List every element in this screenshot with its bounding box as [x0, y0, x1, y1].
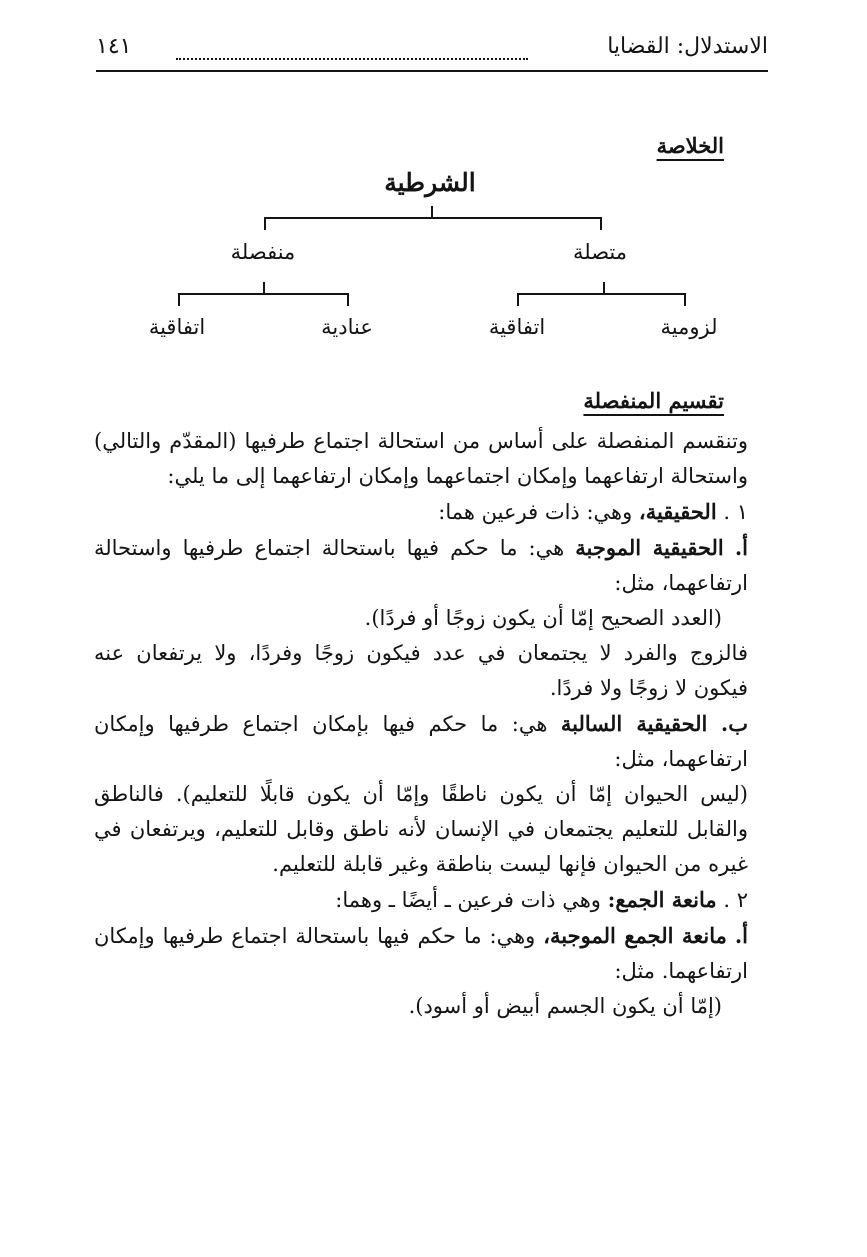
item-1b-title: الحقيقية السالبة: [560, 711, 708, 736]
item-1b: [94, 706, 774, 777]
page-number: ١٤١: [96, 34, 132, 59]
division-body: [94, 424, 774, 1024]
tree-connector: [264, 217, 602, 219]
tree-connector: [600, 217, 602, 230]
item-1a-example: (العدد الصحيح إمّا أن يكون زوجًا أو فردًا).: [364, 606, 722, 630]
item-2a-text: وهي: ما حكم فيها باستحالة اجتماع طرفيها وإمكان ارتفاعهما. مثل:: [94, 924, 748, 983]
tree-node-connected: متصلة: [572, 240, 627, 264]
tree-node-disjunctive: منفصلة: [230, 240, 296, 264]
item-1b-text: هي: ما حكم فيها بإمكان اجتماع طرفيها وإمكان ارتفاعهما، مثل:: [94, 712, 748, 771]
item-2: [94, 882, 774, 918]
item-1a-explanation: فالزوج والفرد لا يجتمعان في عدد فيكون زوجًا وفردًا، ولا يرتفعان عنه فيكون لا زوجًا ولا فردًا.: [94, 641, 748, 700]
item-1: [94, 494, 774, 530]
tree-connector: [178, 293, 180, 306]
tree-leaf-luzumiyya: لزومية: [660, 315, 718, 339]
item-1-title: الحقيقية،: [638, 499, 717, 524]
running-header: [96, 30, 768, 72]
tree-connector: [264, 217, 266, 230]
tree-connector: [517, 293, 519, 306]
item-2a-title: مانعة الجمع الموجبة،: [543, 923, 727, 948]
item-2-title: مانعة الجمع:: [607, 887, 717, 912]
intro-paragraph: وتنقسم المنفصلة على أساس من استحالة اجتماع طرفيها (المقدّم والتالي) واستحالة ارتفاعهما وإمكان اجتماعهما وإمكان ارتفاعهما إلى ما يلي:: [94, 429, 748, 488]
division-heading: تقسيم المنفصلة: [583, 388, 724, 413]
tree-root: الشرطية: [384, 168, 476, 197]
item-2-text: وهي ذات فرعين ـ أيضًا ـ وهما:: [335, 888, 608, 912]
tree-connector: [178, 293, 349, 295]
item-1a-letter: أ.: [734, 535, 749, 560]
summary-heading: الخلاصة: [656, 133, 724, 158]
tree-leaf-inadiyya: عنادية: [321, 315, 373, 339]
item-1a: [94, 530, 774, 601]
item-1b-example: (ليس الحيوان إمّا أن يكون ناطقًا وإمّا أن يكون قابلًا للتعليم). فالناطق والقابل للتعليم يجتمعان في الإنسان لأنه ناطق وقابل للتعليم، ويرتفعان في غيره من الحيوان فإنها ليست بناطقة وغير قابلة للتعليم.: [94, 782, 748, 876]
tree-leaf-ittifaqiyya-connected: اتفاقية: [488, 315, 546, 339]
item-2-number: ٢ .: [723, 888, 748, 912]
item-1a-text: هي: ما حكم فيها باستحالة اجتماع طرفيها واستحالة ارتفاعهما، مثل:: [94, 536, 748, 595]
item-2a-example: (إمّا أن يكون الجسم أبيض أو أسود).: [408, 994, 722, 1018]
tree-connector: [517, 293, 686, 295]
header-dot-leader: [176, 36, 528, 60]
item-1b-letter: ب.: [720, 711, 748, 736]
item-1-text: وهي: ذات فرعين هما:: [438, 500, 639, 524]
tree-connector: [684, 293, 686, 306]
item-1-number: ١ .: [723, 500, 748, 524]
tree-connector: [347, 293, 349, 306]
header-title: الاستدلال: القضايا: [607, 34, 768, 59]
item-2a: [94, 918, 774, 989]
item-2a-letter: أ.: [734, 923, 748, 948]
item-1a-title: الحقيقية الموجبة: [575, 535, 724, 560]
tree-leaf-ittifaqiyya-disjunctive: اتفاقية: [148, 315, 206, 339]
